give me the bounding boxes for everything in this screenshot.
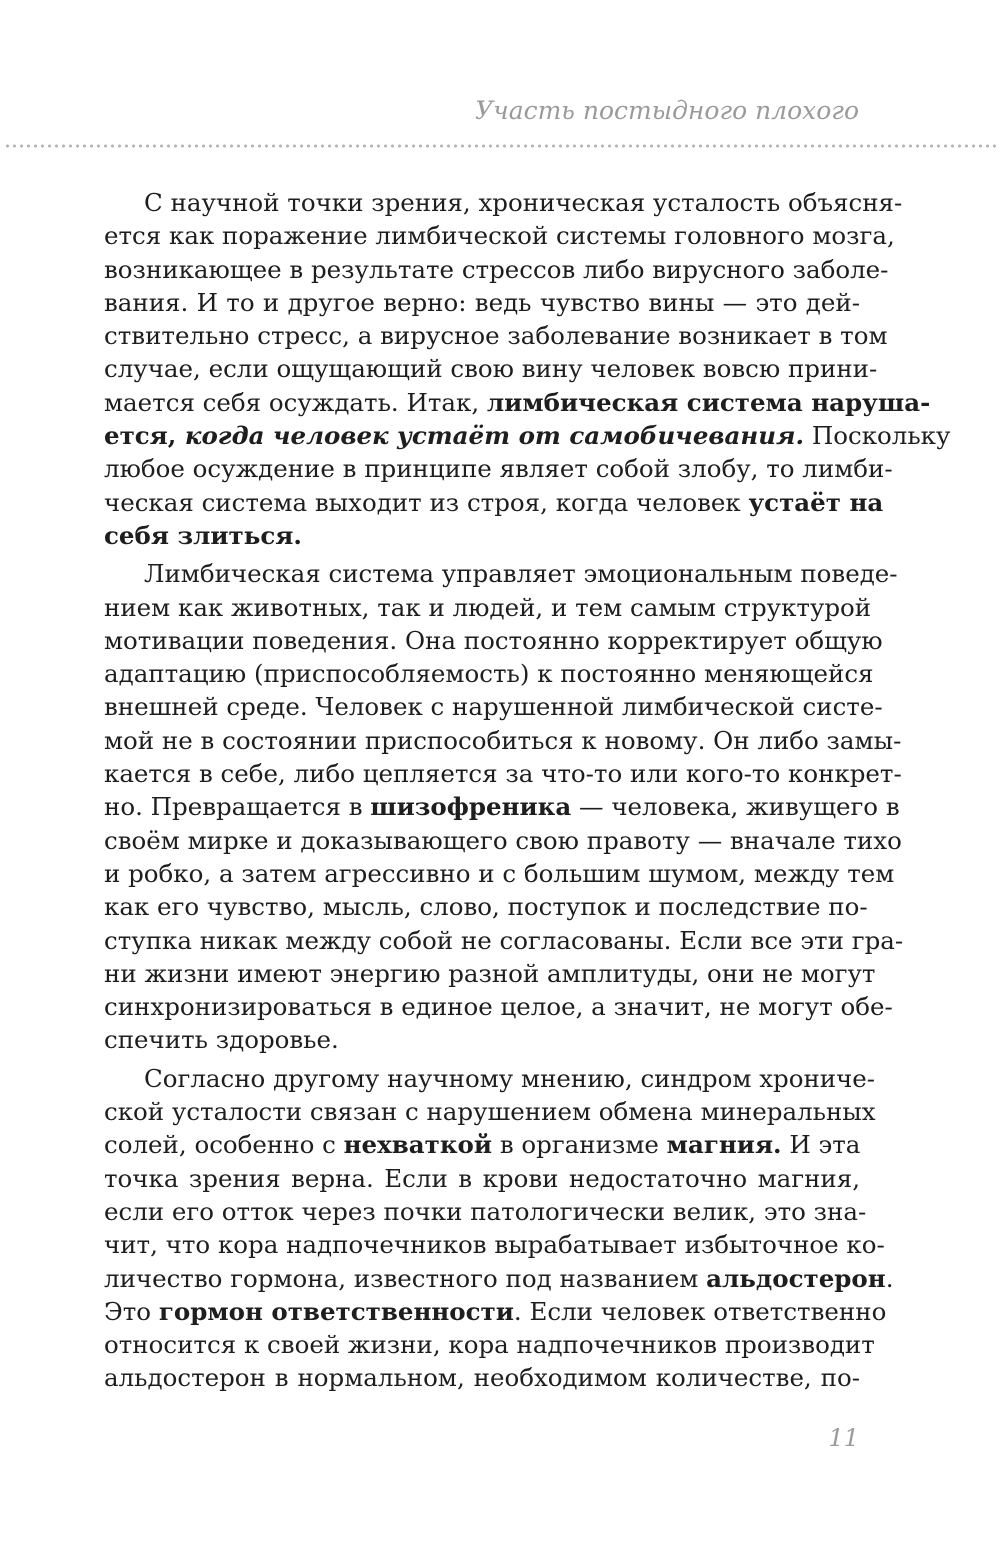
text-line	[104, 419, 951, 452]
text-span: Согласно другому научному мнению, синдром хрониче-	[144, 1063, 876, 1093]
text-span: Это	[104, 1296, 159, 1326]
text-span: своём мирке и доказывающего свою правоту — вначале тихо	[104, 825, 902, 855]
text-span: если его отток через почки патологически велик, это зна-	[104, 1196, 867, 1226]
text-line	[104, 1128, 860, 1161]
text-span: . Если человек ответственно	[513, 1296, 887, 1326]
text-line	[104, 690, 883, 723]
text-span: — человека, живущего в	[571, 792, 900, 822]
emphasis-text: лимбическая система наруша-	[486, 387, 931, 417]
text-line	[104, 1228, 885, 1261]
dotted-divider	[4, 144, 996, 148]
text-line	[104, 724, 902, 757]
text-span: адаптацию (приспособляемость) к постоянно меняющейся	[104, 659, 874, 689]
text-line	[104, 1062, 876, 1095]
text-span: вания. И то и другое верно: ведь чувство вины — это дей-	[104, 287, 860, 317]
text-span: в организме	[492, 1130, 667, 1160]
text-span: нием как животных, так и людей, и тем самым структурой	[104, 592, 872, 622]
text-span: кается в себе, либо цепляется за что-то или кого-то конкрет-	[104, 759, 902, 789]
emphasis-text: альдостерон	[706, 1263, 886, 1293]
page-number: 11	[828, 1424, 859, 1452]
text-line	[104, 253, 889, 286]
text-line	[104, 591, 872, 624]
text-span: И эта	[781, 1130, 861, 1160]
text-line	[104, 790, 900, 823]
text-span: но. Превращается в	[104, 792, 371, 822]
text-line	[104, 757, 902, 790]
text-line	[104, 1095, 876, 1128]
text-span: ческая система выходит из строя, когда человек	[104, 487, 749, 517]
text-span: мотивации поведения. Она постоянно корректирует общую	[104, 625, 883, 655]
text-line	[104, 657, 874, 690]
text-line	[104, 557, 898, 590]
text-span: точка зрения верна. Если в крови недостаточно магния,	[104, 1163, 860, 1193]
emphasis-text: ется,	[104, 421, 185, 451]
text-span: чит, что кора надпочечников вырабатывает избыточное ко-	[104, 1230, 885, 1260]
text-line	[104, 1361, 860, 1394]
emphasis-text: себя злиться.	[104, 520, 302, 550]
text-span: и робко, а затем агрессивно и с большим шумом, между тем	[104, 858, 895, 888]
text-line	[104, 219, 895, 252]
text-line	[104, 857, 895, 890]
text-span: ской усталости связан с нарушением обмена минеральных	[104, 1097, 876, 1127]
text-span: мается себя осуждать. Итак,	[104, 387, 487, 417]
text-line	[104, 1262, 894, 1295]
text-line	[104, 1023, 860, 1056]
body-text	[104, 186, 951, 1395]
text-span: ни жизни имеют энергию разной амплитуды, они не могут	[104, 958, 876, 988]
text-span: внешней среде. Человек с нарушенной лимбической систе-	[104, 692, 883, 722]
text-span: Поскольку	[804, 421, 951, 451]
emphasis-text: устаёт на	[748, 487, 884, 517]
text-span: синхронизироваться в единое целое, а значит, не могут обе-	[104, 992, 893, 1022]
text-line	[104, 452, 893, 485]
text-span: альдостерон в нормальном, необходимом количестве, по-	[104, 1363, 860, 1393]
text-line	[104, 824, 902, 857]
text-line	[104, 486, 884, 519]
text-line	[104, 1328, 875, 1361]
text-span: любое осуждение в принципе являет собой злобу, то лимби-	[104, 454, 893, 484]
emphasis-text: шизофреника	[370, 792, 572, 822]
text-line	[104, 1162, 860, 1195]
emphasis-text: магния.	[666, 1130, 782, 1160]
text-span: ступка никак между собой не согласованы. Если все эти гра-	[104, 925, 904, 955]
text-line	[104, 624, 883, 657]
text-line	[104, 1195, 867, 1228]
text-line	[104, 957, 876, 990]
text-span: мой не в состоянии приспособиться к новому. Он либо замы-	[104, 725, 902, 755]
text-line	[104, 990, 893, 1023]
text-line	[104, 352, 878, 385]
text-span: солей, особенно с	[104, 1130, 344, 1160]
text-span: спечить здоровье.	[104, 1025, 339, 1055]
text-line	[104, 386, 931, 419]
emphasis-text: нехваткой	[343, 1130, 493, 1160]
running-head: Участь постыдного плохого	[475, 96, 859, 125]
emphasis-text: гормон ответственности	[158, 1296, 514, 1326]
text-line	[104, 186, 903, 219]
text-span: возникающее в результате стрессов либо вирусного заболе-	[104, 254, 889, 284]
emphasis-text: когда человек устаёт от самобичевания.	[184, 421, 805, 451]
text-line	[104, 924, 904, 957]
text-line	[104, 519, 860, 552]
text-span: относится к своей жизни, кора надпочечников производит	[104, 1330, 875, 1360]
text-line	[104, 1295, 887, 1328]
text-span: личество гормона, известного под названием	[104, 1263, 707, 1293]
text-span: случае, если ощущающий свою вину человек вовсю прини-	[104, 354, 878, 384]
text-line	[104, 319, 888, 352]
text-span: .	[885, 1263, 894, 1293]
text-line	[104, 890, 868, 923]
text-span: ствительно стресс, а вирусное заболевание возникает в том	[104, 321, 888, 351]
text-span: ется как поражение лимбической системы головного мозга,	[104, 221, 895, 251]
text-span: как его чувство, мысль, слово, поступок и последствие по-	[104, 892, 868, 922]
text-span: С научной точки зрения, хроническая усталость объясня-	[144, 188, 903, 217]
text-span: Лимбическая система управляет эмоциональным поведе-	[144, 559, 898, 589]
text-line	[104, 286, 860, 319]
